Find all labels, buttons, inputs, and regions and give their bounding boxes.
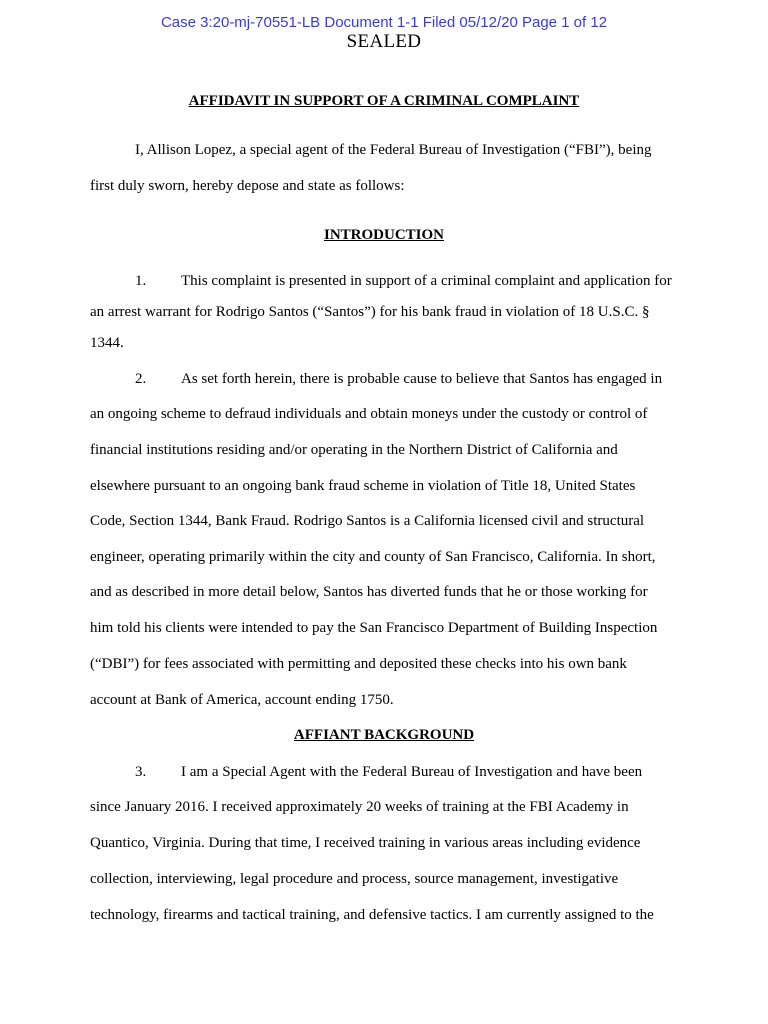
case-header-stamp: Case 3:20-mj-70551-LB Document 1-1 Filed 05/12/20 Page 1 of 12 — [160, 14, 608, 31]
paragraph-2-line-1: As set forth herein, there is probable cause to believe that Santos has engaged in — [181, 371, 663, 387]
paragraph-number-1: 1. — [135, 273, 147, 289]
section-heading-affiant-background: AFFIANT BACKGROUND — [293, 727, 475, 743]
paragraph-2-line-7: and as described in more detail below, Santos has diverted funds that he or those working for — [90, 584, 648, 600]
paragraph-3-line-4: collection, interviewing, legal procedure and process, source management, investigative — [90, 871, 619, 887]
paragraph-1-line-1: This complaint is presented in support of a criminal complaint and application for — [181, 273, 672, 289]
paragraph-2-line-10: account at Bank of America, account ending 1750. — [90, 692, 394, 708]
paragraph-2-line-6: engineer, operating primarily within the city and county of San Francisco, California. In short, — [90, 549, 656, 565]
paragraph-2-line-2: an ongoing scheme to defraud individuals and obtain moneys under the custody or control of — [90, 406, 648, 422]
sealed-label: SEALED — [346, 31, 422, 52]
paragraph-1-line-2: an arrest warrant for Rodrigo Santos (“Santos”) for his bank fraud in violation of 18 U.S.C. § — [90, 304, 650, 320]
opening-line-2: first duly sworn, hereby depose and state as follows: — [90, 178, 405, 194]
opening-line-1: I, Allison Lopez, a special agent of the Federal Bureau of Investigation (“FBI”), being — [135, 142, 652, 158]
paragraph-3-line-1: I am a Special Agent with the Federal Bureau of Investigation and have been — [181, 764, 643, 780]
paragraph-number-3: 3. — [135, 764, 147, 780]
paragraph-2-line-3: financial institutions residing and/or operating in the Northern District of California and — [90, 442, 618, 458]
paragraph-2-line-4: elsewhere pursuant to an ongoing bank fraud scheme in violation of Title 18, United States — [90, 478, 636, 494]
paragraph-2-line-9: (“DBI”) for fees associated with permitting and deposited these checks into his own bank — [90, 656, 627, 672]
paragraph-number-2: 2. — [135, 371, 147, 387]
paragraph-1-line-3: 1344. — [90, 335, 124, 351]
paragraph-2-line-5: Code, Section 1344, Bank Fraud. Rodrigo Santos is a California licensed civil and structural — [90, 513, 645, 529]
paragraph-3-line-2: since January 2016. I received approximately 20 weeks of training at the FBI Academy in — [90, 799, 629, 815]
paragraph-2-line-8: him told his clients were intended to pay the San Francisco Department of Building Inspection — [90, 620, 658, 636]
paragraph-3-line-5: technology, firearms and tactical training, and defensive tactics. I am currently assigned to the — [90, 907, 654, 923]
document-title: AFFIDAVIT IN SUPPORT OF A CRIMINAL COMPLAINT — [188, 93, 580, 109]
section-heading-introduction: INTRODUCTION — [323, 227, 444, 243]
paragraph-3-line-3: Quantico, Virginia. During that time, I received training in various areas including evidence — [90, 835, 641, 851]
